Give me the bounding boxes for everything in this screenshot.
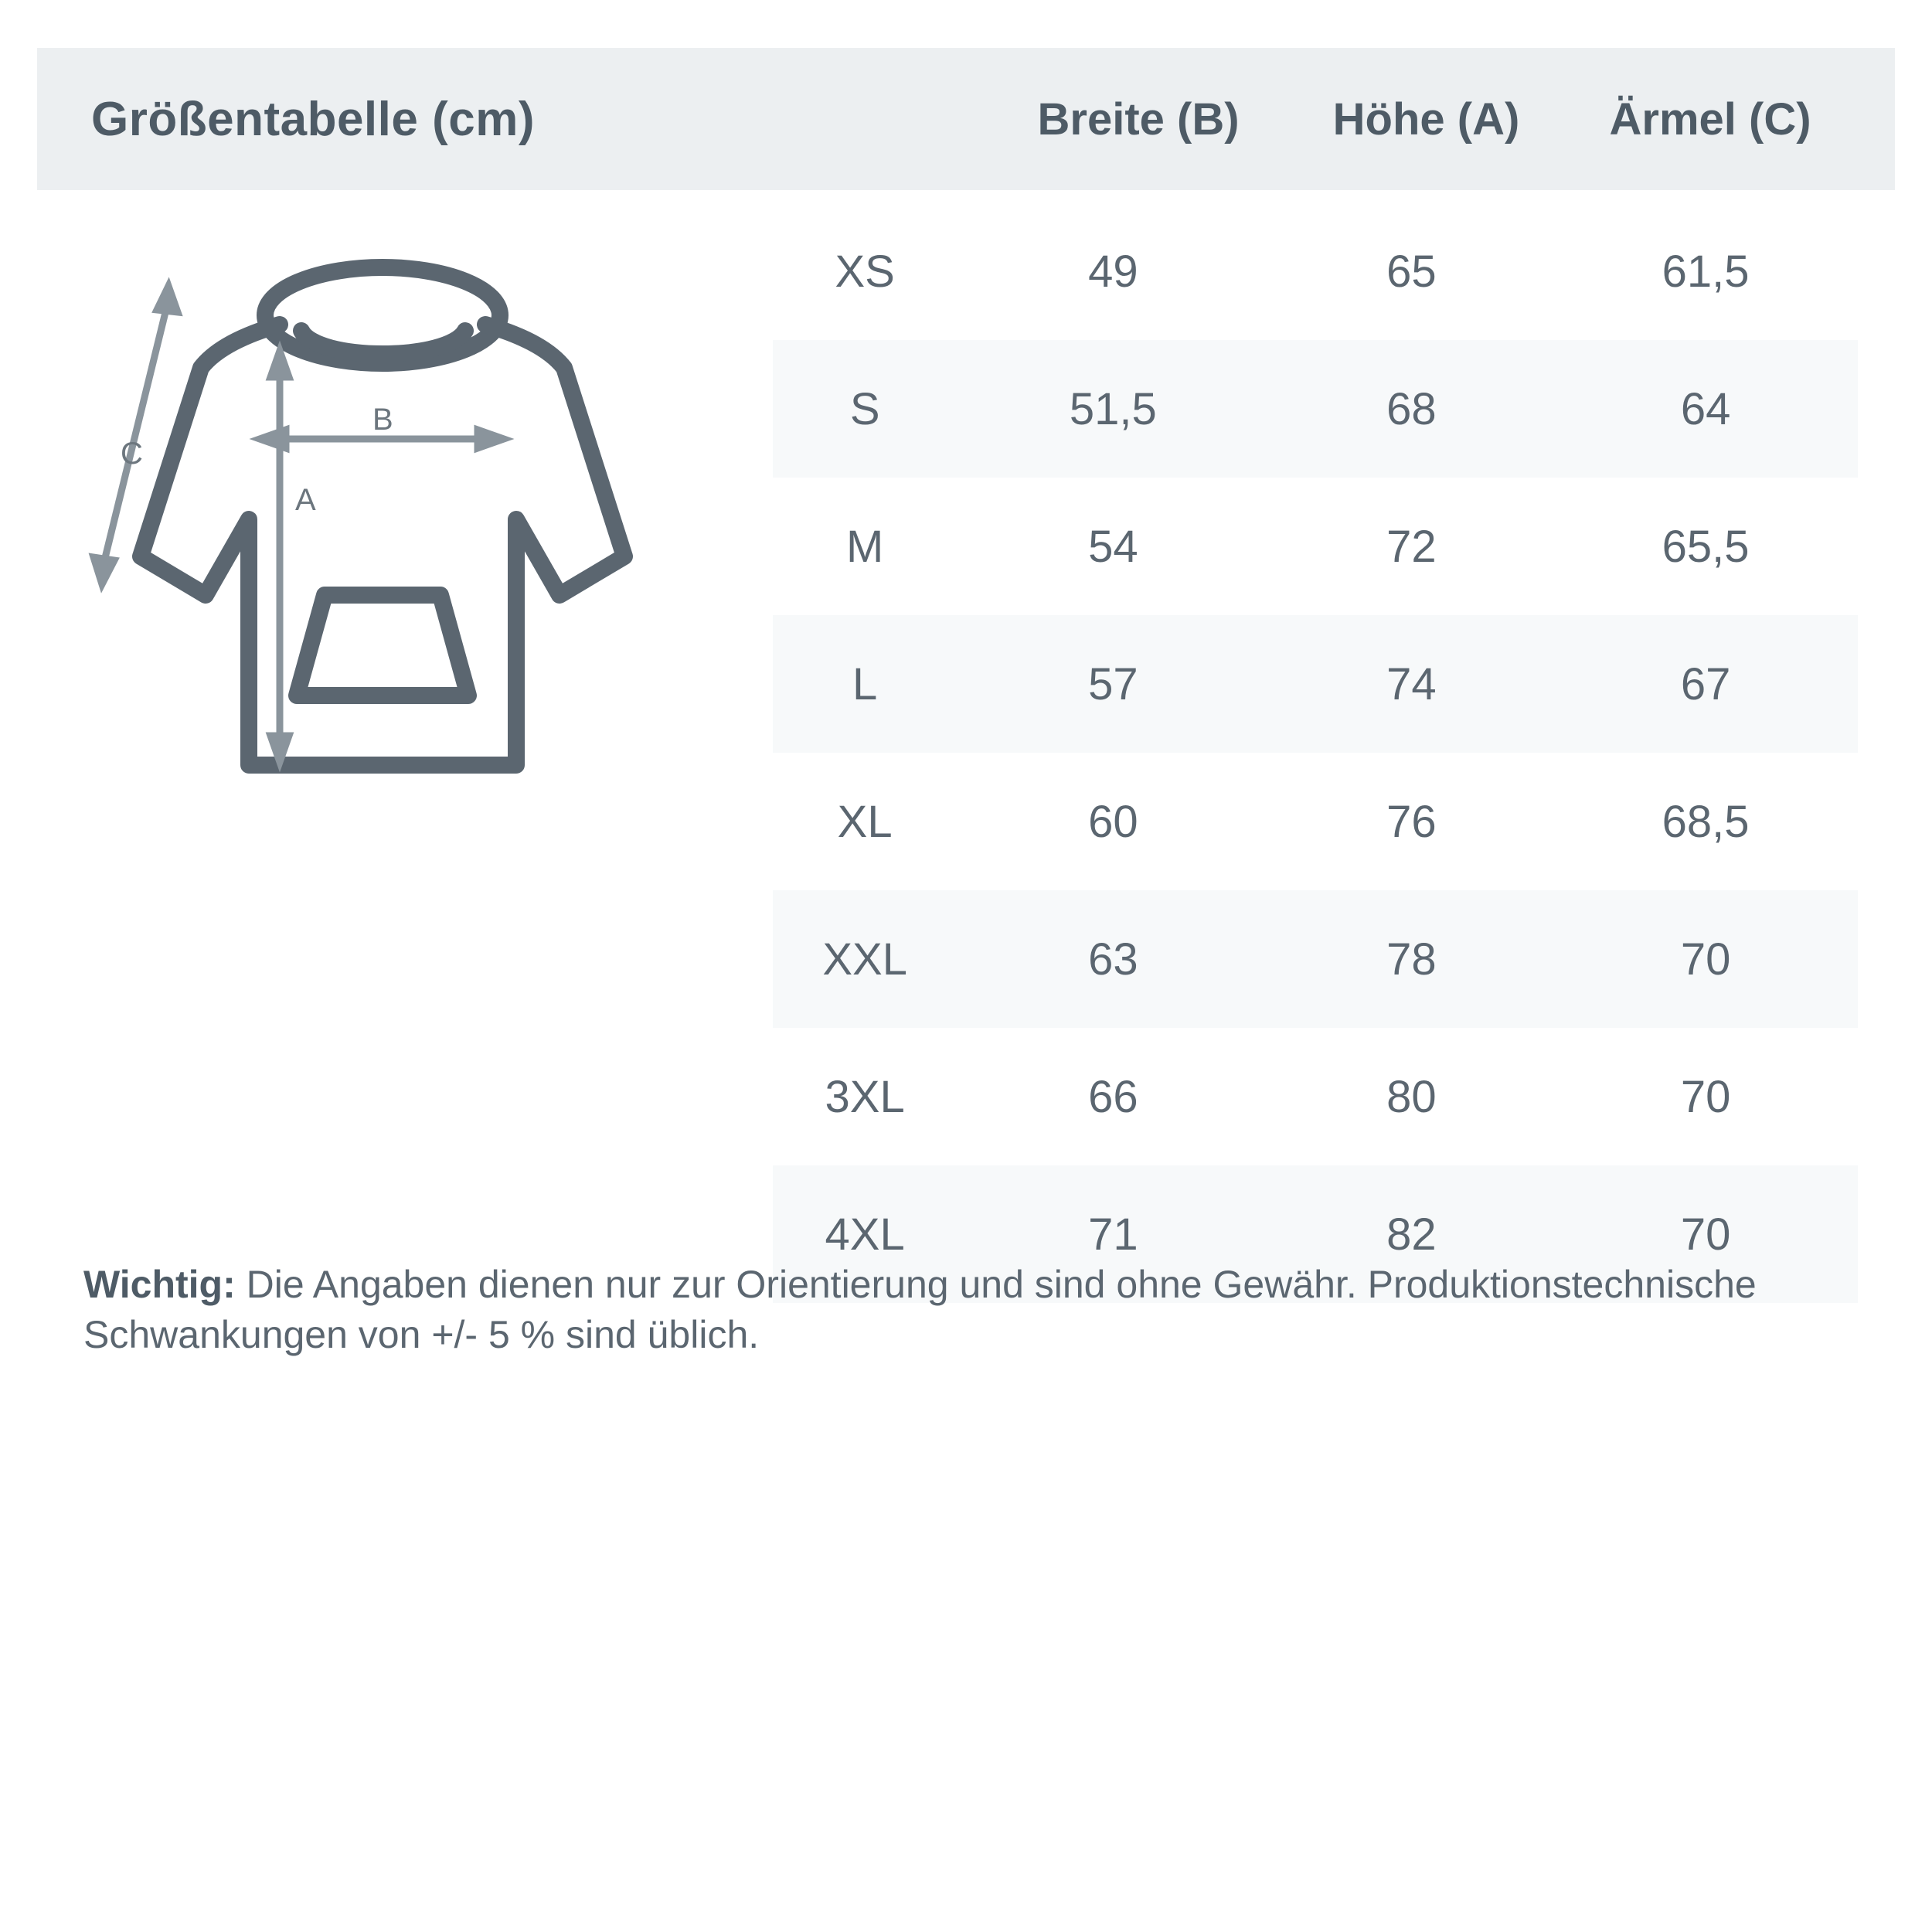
cell-width: 63 <box>957 890 1269 1028</box>
cell-height: 78 <box>1269 890 1553 1028</box>
dimension-label-b: B <box>372 403 393 437</box>
cell-size: S <box>773 340 957 478</box>
header-band <box>37 48 1895 190</box>
disclaimer-note <box>83 1260 1861 1360</box>
cell-sleeve: 68,5 <box>1662 796 1750 847</box>
cell-width: 51,5 <box>957 340 1269 478</box>
disclaimer-label: Wichtig: <box>83 1263 236 1306</box>
table-row <box>773 202 1858 340</box>
header-columns <box>810 48 1895 190</box>
table-row <box>773 478 1858 615</box>
cell-width: 60 <box>1088 796 1138 847</box>
cell-height: 80 <box>1386 1071 1437 1122</box>
cell-sleeve: 70 <box>1553 890 1858 1028</box>
table-row <box>773 753 1858 890</box>
dimension-label-a: A <box>295 483 316 517</box>
cell-height: 65 <box>1386 246 1437 297</box>
size-table-body <box>773 202 1858 1303</box>
cell-size: L <box>773 615 957 753</box>
dimension-label-c: C <box>121 437 143 471</box>
cell-size: 4XL <box>773 1165 957 1303</box>
cell-size: 3XL <box>825 1071 905 1122</box>
header-col-sleeve: Ärmel (C) <box>1609 94 1811 145</box>
cell-sleeve: 67 <box>1553 615 1858 753</box>
cell-width: 71 <box>957 1165 1269 1303</box>
cell-sleeve: 65,5 <box>1662 521 1750 572</box>
cell-sleeve: 64 <box>1553 340 1858 478</box>
cell-height: 68 <box>1269 340 1553 478</box>
cell-height: 76 <box>1386 796 1437 847</box>
hoodie-diagram-icon <box>70 232 765 819</box>
header-col-height: Höhe (A) <box>1332 94 1520 145</box>
cell-width: 49 <box>1088 246 1138 297</box>
cell-sleeve: 70 <box>1553 1165 1858 1303</box>
table-row <box>773 615 1858 753</box>
table-row <box>773 890 1858 1028</box>
cell-width: 54 <box>1088 521 1138 572</box>
cell-width: 57 <box>957 615 1269 753</box>
cell-height: 72 <box>1386 521 1437 572</box>
disclaimer-text: Die Angaben dienen nur zur Orientierung und sind ohne Gewähr. Produktionstechnische Schwankungen von +/- 5 % sind üblich. <box>83 1263 1757 1356</box>
table-row <box>773 340 1858 478</box>
size-table <box>773 202 1858 1303</box>
cell-size: M <box>845 521 884 572</box>
cell-height: 82 <box>1269 1165 1553 1303</box>
cell-sleeve: 70 <box>1680 1071 1731 1122</box>
cell-size: XS <box>835 246 895 297</box>
cell-width: 66 <box>1088 1071 1138 1122</box>
cell-height: 74 <box>1269 615 1553 753</box>
cell-size: XXL <box>773 890 957 1028</box>
header-col-width: Breite (B) <box>1037 94 1240 145</box>
cell-size: XL <box>837 796 893 847</box>
table-row <box>773 1028 1858 1165</box>
page-title: Größentabelle (cm) <box>91 92 535 146</box>
cell-sleeve: 61,5 <box>1662 246 1750 297</box>
